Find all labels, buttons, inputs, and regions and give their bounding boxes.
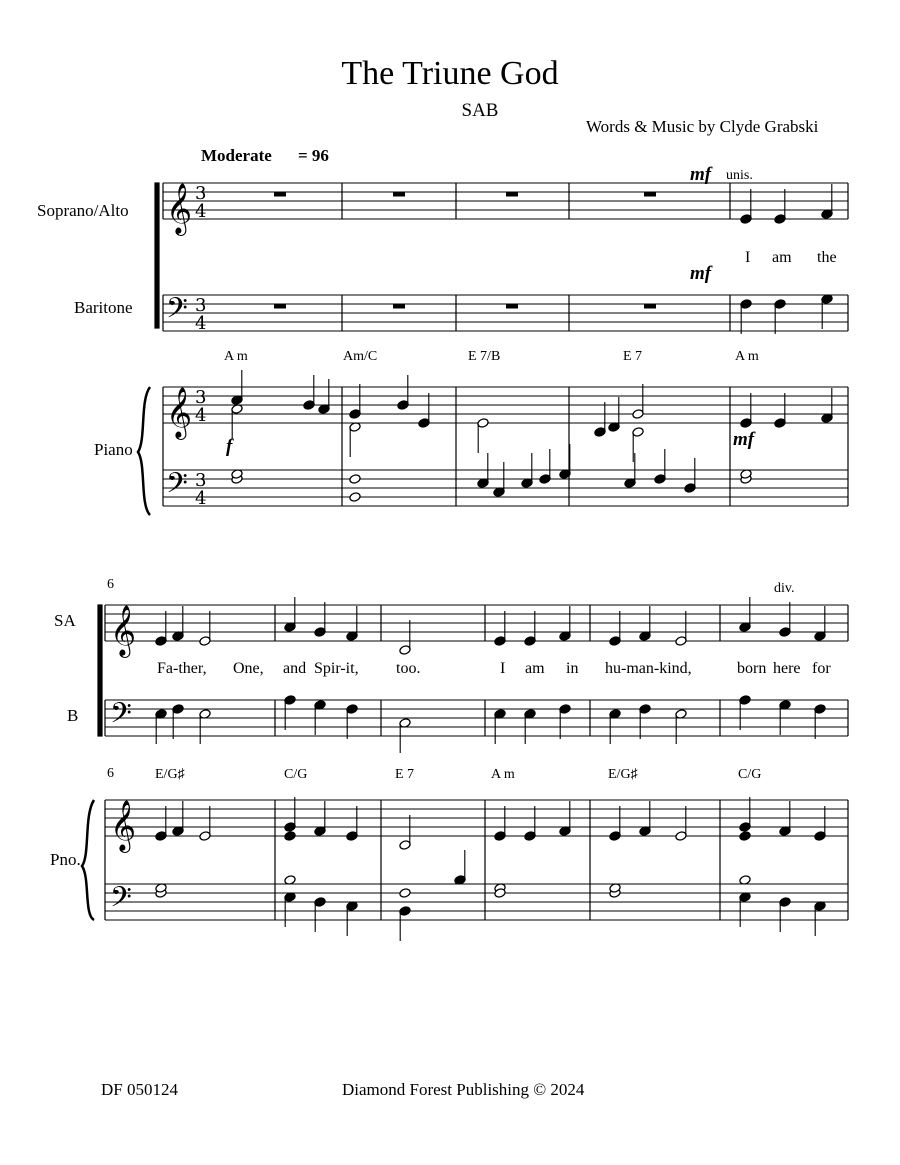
notehead (349, 492, 361, 503)
chord-symbol: C/G (284, 767, 308, 782)
whole-rest (506, 304, 518, 309)
piano-brace (138, 387, 150, 515)
whole-rest (644, 192, 656, 197)
chord-symbol: E 7/B (468, 349, 501, 364)
whole-rest (644, 304, 656, 309)
notehead (399, 888, 411, 899)
divisi-marking: div. (774, 581, 795, 596)
lyric-syllable: One, (233, 660, 264, 677)
dynamic-mf-piano: mf (733, 429, 755, 450)
chord-symbol: C/G (738, 767, 762, 782)
time-signature: 3 (195, 183, 207, 204)
staff-label-soprano-alto: Soprano/Alto (37, 201, 129, 220)
lyric-syllable: the (817, 249, 837, 266)
lyric-syllable: Spir-it, (314, 660, 359, 677)
bass-clef-icon: 𝄢 (110, 881, 132, 921)
treble-clef-icon: 𝄞 (110, 605, 137, 656)
lyric-syllable: Fa-ther, (157, 660, 207, 677)
time-signature: 4 (195, 405, 207, 426)
time-signature: 3 (195, 387, 207, 408)
lyric-syllable: born (737, 660, 767, 677)
time-signature: 4 (195, 313, 207, 334)
unison-marking: unis. (726, 168, 753, 183)
system-bracket (155, 183, 159, 328)
measure-number: 6 (107, 577, 114, 592)
lyric-syllable: I (745, 249, 751, 266)
tempo-value: = 96 (298, 146, 329, 165)
lyric-syllable: am (772, 249, 792, 266)
lyric-syllable: and (283, 660, 307, 677)
lyric-syllable: am (525, 660, 545, 677)
time-signature: 3 (195, 470, 207, 491)
notehead (349, 474, 361, 485)
chord-symbol: E 7 (395, 767, 415, 782)
chord-symbol: Am/C (343, 349, 378, 364)
staff-label-pno: Pno. (50, 850, 81, 869)
treble-clef-icon: 𝄞 (110, 800, 137, 851)
lyric-syllable: hu-man-kind, (605, 660, 692, 677)
time-signature: 4 (195, 201, 207, 222)
tempo-marking: Moderate (201, 146, 272, 165)
voicing-subtitle: SAB (461, 100, 499, 121)
whole-rest (274, 304, 286, 309)
staff-label-baritone: Baritone (74, 298, 133, 317)
catalog-code: DF 050124 (101, 1080, 178, 1099)
system-bracket (98, 605, 102, 736)
notehead (284, 831, 296, 842)
chord-symbol: E 7 (623, 349, 643, 364)
time-signature: 4 (195, 488, 207, 509)
piano-brace (82, 800, 94, 920)
whole-rest (274, 192, 286, 197)
bass-clef-icon: 𝄢 (110, 697, 132, 737)
whole-rest (393, 192, 405, 197)
whole-rest (393, 304, 405, 309)
lyric-syllable: here (773, 660, 801, 677)
bass-clef-icon: 𝄢 (166, 292, 188, 332)
staff-label-sa: SA (54, 611, 76, 630)
whole-rest (506, 192, 518, 197)
chord-symbol: A m (735, 349, 759, 364)
chord-symbol: E/G♯ (155, 767, 185, 782)
dynamic-f-piano: f (226, 436, 233, 457)
measure-number-piano: 6 (107, 766, 114, 781)
lyric-syllable: in (566, 660, 579, 677)
bass-clef-icon: 𝄢 (166, 467, 188, 507)
chord-symbol: E/G♯ (608, 767, 638, 782)
score-title: The Triune God (341, 55, 559, 92)
staff-label-piano: Piano (94, 440, 133, 459)
publisher-copyright: Diamond Forest Publishing © 2024 (342, 1080, 585, 1099)
dynamic-mf-baritone: mf (690, 263, 712, 284)
lyric-syllable: too. (396, 660, 421, 677)
notehead (739, 831, 751, 842)
treble-clef-icon: 𝄞 (166, 387, 193, 438)
lyric-syllable: I (500, 660, 506, 677)
chord-symbol: A m (491, 767, 515, 782)
time-signature: 3 (195, 295, 207, 316)
staff-label-b: B (67, 706, 79, 725)
dynamic-mf-sa: mf (690, 164, 712, 185)
lyric-syllable: for (812, 660, 831, 677)
chord-symbol: A m (224, 349, 248, 364)
treble-clef-icon: 𝄞 (166, 183, 193, 234)
staff-lines (105, 183, 848, 920)
composer-credit: Words & Music by Clyde Grabski (586, 117, 819, 136)
